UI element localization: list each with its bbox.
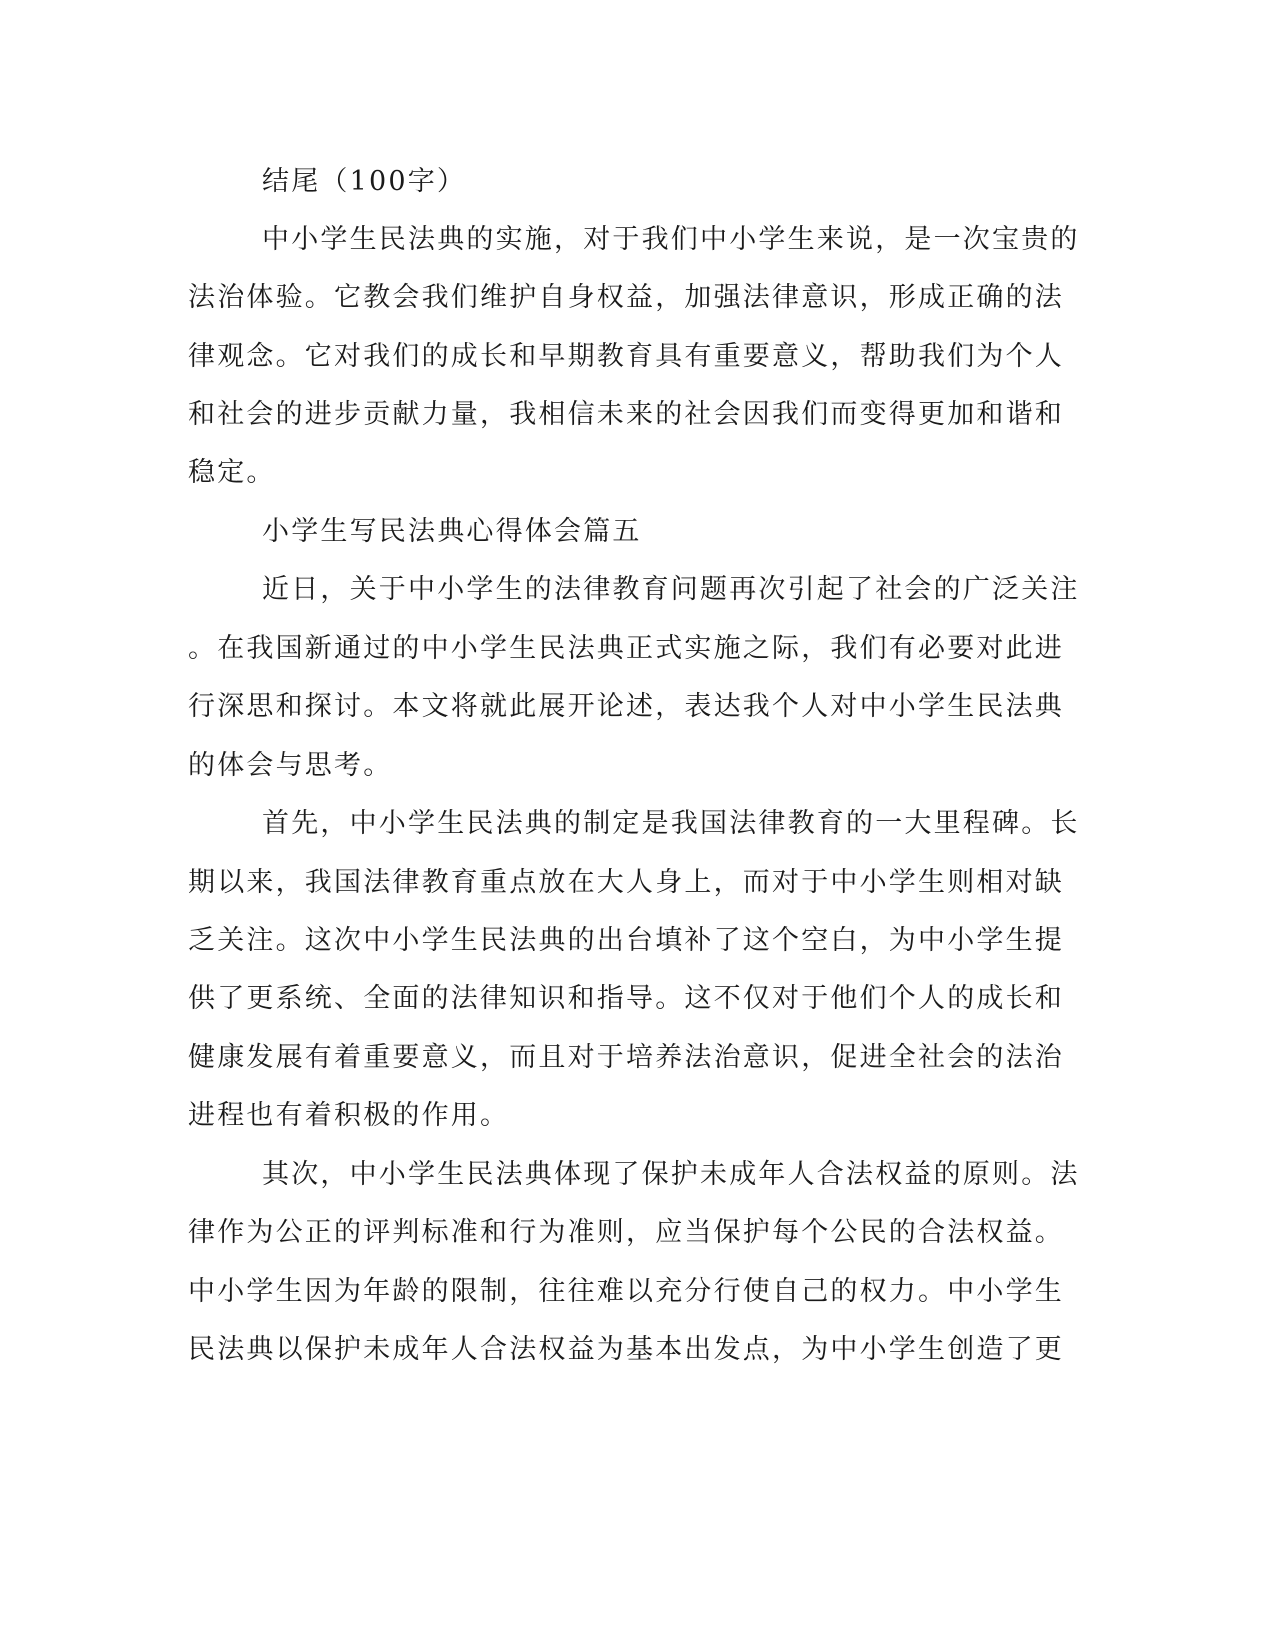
paragraph-line: 的体会与思考。 [188, 750, 393, 781]
paragraph-line: 中小学生因为年龄的限制，往往难以充分行使自己的权力。中小学生 [188, 1276, 1064, 1307]
paragraph-line: 中小学生民法典的实施，对于我们中小学生来说，是一次宝贵的 [262, 224, 1080, 255]
paragraph-line: 近日，关于中小学生的法律教育问题再次引起了社会的广泛关注 [262, 574, 1080, 605]
paragraph-line: 。在我国新通过的中小学生民法典正式实施之际，我们有必要对此进 [188, 633, 1064, 664]
paragraph-line: 律作为公正的评判标准和行为准则，应当保护每个公民的合法权益。 [188, 1217, 1064, 1248]
paragraph-line: 行深思和探讨。本文将就此展开论述，表达我个人对中小学生民法典 [188, 691, 1064, 722]
paragraph-line: 供了更系统、全面的法律知识和指导。这不仅对于他们个人的成长和 [188, 983, 1064, 1014]
paragraph-line: 民法典以保护未成年人合法权益为基本出发点，为中小学生创造了更 [188, 1334, 1064, 1365]
paragraph-line: 律观念。它对我们的成长和早期教育具有重要意义，帮助我们为个人 [188, 341, 1064, 372]
paragraph-line: 乏关注。这次中小学生民法典的出台填补了这个空白，为中小学生提 [188, 925, 1064, 956]
paragraph-line: 首先，中小学生民法典的制定是我国法律教育的一大里程碑。长 [262, 808, 1080, 839]
paragraph-line: 其次，中小学生民法典体现了保护未成年人合法权益的原则。法 [262, 1159, 1080, 1190]
section-heading-ending: 结尾（100字） [262, 166, 467, 197]
paragraph-line: 法治体验。它教会我们维护自身权益，加强法律意识，形成正确的法 [188, 282, 1064, 313]
paragraph-line: 和社会的进步贡献力量，我相信未来的社会因我们而变得更加和谐和 [188, 399, 1064, 430]
section-heading-part-five: 小学生写民法典心得体会篇五 [262, 516, 642, 547]
paragraph-line: 稳定。 [188, 457, 276, 488]
paragraph-line: 期以来，我国法律教育重点放在大人身上，而对于中小学生则相对缺 [188, 867, 1064, 898]
paragraph-line: 进程也有着积极的作用。 [188, 1100, 510, 1131]
paragraph-line: 健康发展有着重要意义，而且对于培养法治意识，促进全社会的法治 [188, 1042, 1064, 1073]
